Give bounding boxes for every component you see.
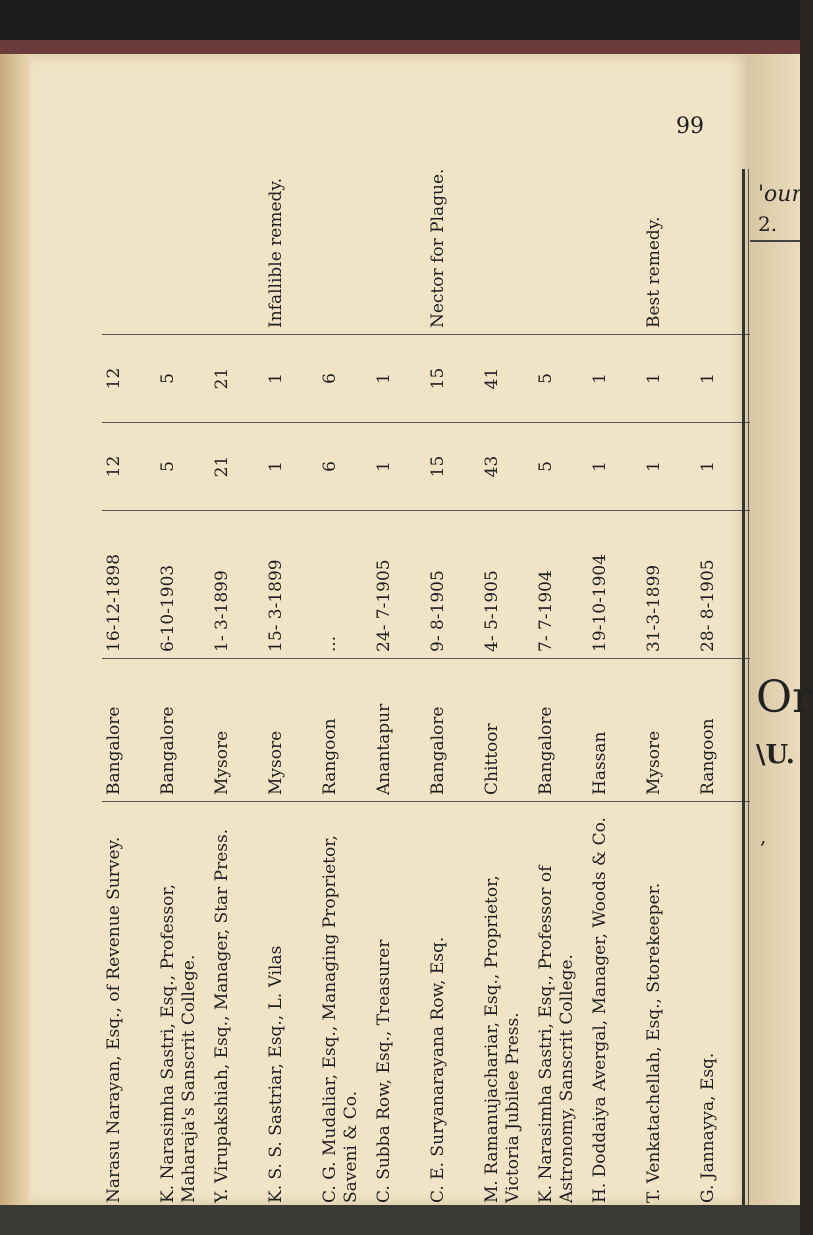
entry-count-cell: 43: [480, 423, 534, 511]
ledger-body: [102, 92, 750, 1209]
entry-remark-cell: [156, 92, 210, 335]
entry-name-cell: K. Narasimha Sastri, Esq., Professor, Maharaja's Sanscrit College.: [158, 884, 199, 1203]
entry-name-cell: G. Jannayya, Esq.: [698, 1052, 718, 1203]
entry-name-cell: Y. Virupakshiah, Esq., Manager, Star Press.: [212, 828, 232, 1203]
entry-count-cell: 1: [372, 423, 426, 511]
entry-name-cell: C. G. Mudaliar, Esq., Managing Proprietor, Saveni & Co.: [320, 835, 361, 1203]
entry-count-second-cell: 1: [264, 335, 318, 423]
table-row: [480, 92, 534, 1209]
book-bottom-shadow: [0, 1205, 800, 1235]
entry-date-cell: 1- 3-1899: [210, 511, 264, 659]
entry-count-second-cell: 1: [588, 335, 642, 423]
entry-place-cell: Bangalore: [156, 659, 210, 802]
entry-place-cell: Hassan: [588, 659, 642, 802]
entry-date-cell: 31-3-1899: [642, 511, 696, 659]
entry-count-second-cell: 5: [156, 335, 210, 423]
entry-count-cell: 1: [264, 423, 318, 511]
right-page-fragment-heading: Or: [756, 672, 813, 723]
entry-date-cell: 6-10-1903: [156, 511, 210, 659]
entry-name-cell: Narasu Narayan, Esq., of Revenue Survey.: [104, 836, 124, 1203]
entry-place-cell: Mysore: [264, 659, 318, 802]
entry-count-second-cell: 15: [426, 335, 480, 423]
entry-remark-cell: [372, 92, 426, 335]
entry-name-cell: C. E. Suryanarayana Row, Esq.: [428, 936, 448, 1203]
entry-count-second-cell: 5: [534, 335, 588, 423]
table-row: [156, 92, 210, 1209]
table-row: [264, 92, 318, 1209]
table-bottom-rule-thin: [748, 169, 749, 1209]
entry-place-cell: Chittoor: [480, 659, 534, 802]
entry-place-cell: Mysore: [210, 659, 264, 802]
entry-name-cell: H. Doddaiya Avergal, Manager, Woods & Co.: [590, 817, 610, 1203]
entry-count-cell: 1: [588, 423, 642, 511]
entry-name-cell: K. Narasimha Sastri, Esq., Professor of Astronomy, Sanscrit College.: [536, 865, 577, 1203]
right-page-rule: [750, 240, 800, 242]
entry-name-cell: K. S. S. Sastriar, Esq., L. Vilas: [266, 945, 286, 1203]
rotated-table-wrapper: [102, 169, 742, 1209]
entry-date-cell: 4- 5-1905: [480, 511, 534, 659]
entry-date-cell: 19-10-1904: [588, 511, 642, 659]
table-bottom-rule: [742, 169, 745, 1209]
table-row: [534, 92, 588, 1209]
entry-date-cell: 9- 8-1905: [426, 511, 480, 659]
entry-date-cell: 28- 8-1905: [696, 511, 750, 659]
right-page-fragment-word: 'our: [758, 182, 802, 207]
entry-date-cell: 15- 3-1899: [264, 511, 318, 659]
entry-count-cell: 5: [156, 423, 210, 511]
entry-count-cell: 12: [102, 423, 156, 511]
entry-date-cell: ...: [318, 511, 372, 659]
table-row: [426, 92, 480, 1209]
right-page-fragment-number: 2.: [758, 212, 778, 236]
entry-count-second-cell: 1: [372, 335, 426, 423]
entry-count-second-cell: 1: [642, 335, 696, 423]
right-page-fragment-comma: ,: [760, 824, 767, 848]
entry-name-cell: C. Subba Row, Esq., Treasurer: [374, 939, 394, 1203]
table-row: [102, 92, 156, 1209]
table-row: [210, 92, 264, 1209]
entry-count-second-cell: 12: [102, 335, 156, 423]
entry-remark-cell: [318, 92, 372, 335]
testimonial-ledger-table: [102, 92, 750, 1209]
right-page-fragment-caps: \U.: [756, 740, 795, 770]
entry-date-cell: 7- 7-1904: [534, 511, 588, 659]
entry-place-cell: Anantapur: [372, 659, 426, 802]
entry-name-cell: M. Ramanujachariar, Esq., Proprietor, Victoria Jubilee Press.: [482, 875, 523, 1203]
entry-remark-cell: [210, 92, 264, 335]
entry-remark-cell: [588, 92, 642, 335]
entry-count-second-cell: 41: [480, 335, 534, 423]
right-page-edge: [750, 54, 813, 1205]
entry-place-cell: Bangalore: [102, 659, 156, 802]
entry-count-cell: 15: [426, 423, 480, 511]
entry-remark-cell: [480, 92, 534, 335]
entry-place-cell: Rangoon: [318, 659, 372, 802]
entry-count-cell: 1: [696, 423, 750, 511]
table-row: [642, 92, 696, 1209]
entry-remark-cell: Best remedy.: [642, 92, 696, 335]
entry-count-cell: 21: [210, 423, 264, 511]
entry-remark-cell: [534, 92, 588, 335]
entry-count-cell: 6: [318, 423, 372, 511]
entry-place-cell: Rangoon: [696, 659, 750, 802]
entry-date-cell: 16-12-1898: [102, 511, 156, 659]
table-row: [318, 92, 372, 1209]
left-page-edge: [0, 54, 30, 1205]
entry-remark-cell: [102, 92, 156, 335]
entry-count-second-cell: 21: [210, 335, 264, 423]
entry-remark-cell: Infallible remedy.: [264, 92, 318, 335]
entry-count-second-cell: 6: [318, 335, 372, 423]
entry-count-cell: 5: [534, 423, 588, 511]
table-row: [588, 92, 642, 1209]
entry-date-cell: 24- 7-1905: [372, 511, 426, 659]
entry-place-cell: Bangalore: [534, 659, 588, 802]
book-cloth-binding: [0, 40, 800, 54]
entry-place-cell: Mysore: [642, 659, 696, 802]
entry-place-cell: Bangalore: [426, 659, 480, 802]
entry-remark-cell: Nector for Plague.: [426, 92, 480, 335]
table-row: [372, 92, 426, 1209]
entry-count-second-cell: 1: [696, 335, 750, 423]
entry-name-cell: T. Venkatachellah, Esq., Storekeeper.: [644, 882, 664, 1203]
entry-count-cell: 1: [642, 423, 696, 511]
page-number: 99: [676, 114, 704, 139]
book-page: [30, 54, 750, 1205]
